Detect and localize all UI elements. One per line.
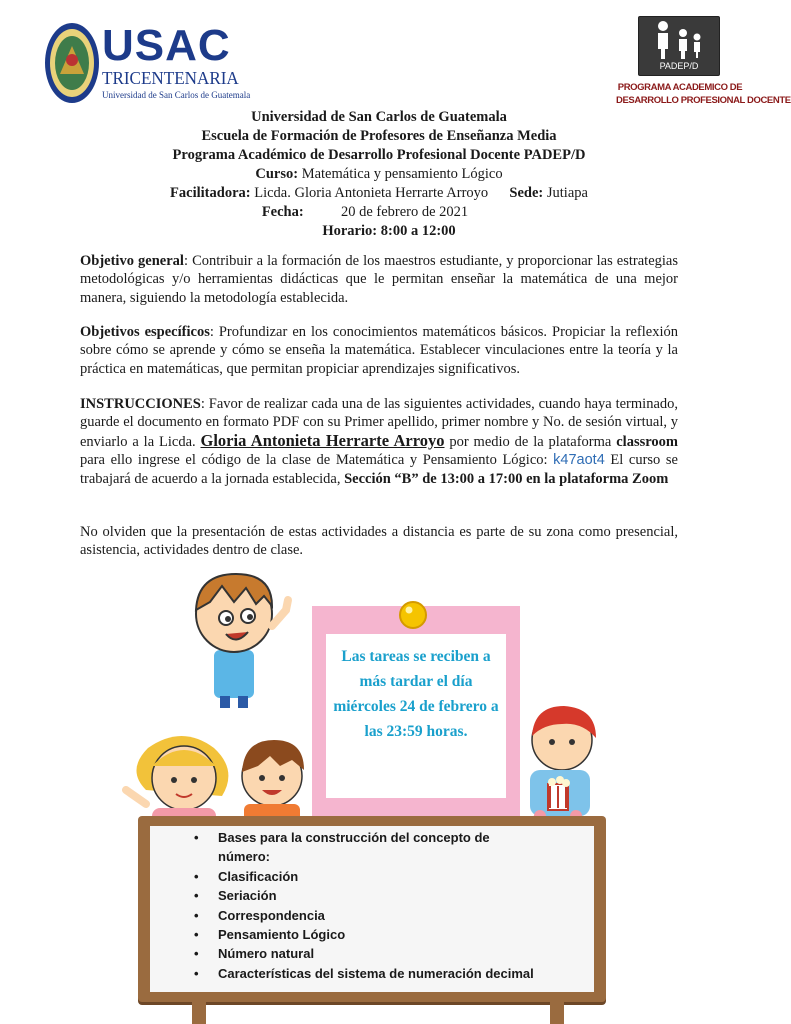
boy-thinking-illustration — [230, 732, 316, 828]
usac-tricentenaria: TRICENTENARIA — [102, 68, 239, 88]
topic-item: • Número natural — [194, 944, 534, 963]
sticky-note-paper — [326, 634, 506, 798]
pushpin-icon — [398, 600, 428, 630]
instrucciones-paragraph — [80, 395, 678, 488]
boy-pointing-illustration — [176, 566, 300, 710]
instrucciones-text-3: para ello ingrese el código de la clase de Matemática y Pensamiento Lógico: — [80, 452, 554, 469]
usac-seal-icon — [44, 22, 100, 104]
objetivos-especificos-text: : Profundizar en los conocimientos matemáticos básicos. Propiciar la reflexión sobre cómo se aprende y cómo se enseña la matemática. Establecer vinculaciones entre la teoría y la práctica en matemáticas, que permitan propiciar aprendizajes significativos. — [80, 324, 678, 377]
padep-caption-line2: DESARROLLO PROFESIONAL DOCENTE — [616, 95, 791, 106]
usac-wordmark: USAC — [102, 21, 231, 70]
fecha-row — [52, 203, 678, 222]
board-surface — [150, 826, 594, 992]
horario-value: 8:00 a 12:00 — [380, 223, 456, 239]
horario-label: Horario: — [322, 223, 378, 239]
facilitadora-value: Licda. Gloria Antonieta Herrarte Arroyo — [254, 185, 489, 201]
padep-caption-line1: PROGRAMA ACADEMICO DE — [617, 82, 743, 93]
objetivo-general-paragraph — [80, 252, 678, 307]
topic-item: • Características del sistema de numeración decimal — [194, 964, 534, 983]
objetivos-especificos-paragraph — [80, 323, 678, 378]
topic-item: • Seriación — [194, 886, 534, 905]
topic-item: • Pensamiento Lógico — [194, 925, 534, 944]
university-name: Universidad de San Carlos de Guatemala — [251, 109, 507, 125]
board-leg-right — [550, 1000, 564, 1024]
topic-item: • Correspondencia — [194, 906, 534, 925]
fecha-value: 20 de febrero de 2021 — [340, 204, 469, 220]
fecha-label: Fecha: — [261, 204, 304, 220]
padep-logo — [616, 14, 791, 110]
padep-chalkboard — [638, 16, 720, 76]
illustration — [0, 560, 768, 1024]
instrucciones-label: INSTRUCCIONES — [80, 396, 201, 412]
deadline-text: Las tareas se reciben a más tardar el día miércoles 24 de febrero a las 23:59 horas. — [333, 648, 499, 740]
objetivos-especificos-label: Objetivos específicos — [80, 324, 210, 340]
usac-subtitle: Universidad de San Carlos de Guatemala — [102, 90, 251, 100]
objetivo-general-label: Objetivo general — [80, 253, 184, 269]
curso-value: Matemática y pensamiento Lógico — [301, 166, 503, 182]
topics-list — [194, 828, 534, 983]
topic-item: • Bases para la construcción del concepto de número: — [194, 828, 508, 867]
padep-board-label: PADEP/D — [659, 61, 699, 71]
instrucciones-text-1: : Favor de realizar cada una de las siguientes actividades, cuando haya terminado, guarde el documento en formato PDF con su Primer apellido, primer nombre y No. de sesión virtual, y enviarlo a la Licda. — [80, 396, 678, 450]
classroom-word: classroom — [616, 433, 678, 450]
board-leg-left — [192, 1000, 206, 1024]
nota-paragraph: No olviden que la presentación de estas actividades a distancia es parte de su zona como presencial, asistencia, actividades dentro de clase. — [80, 524, 678, 559]
school-name: Escuela de Formación de Profesores de Enseñanza Media — [201, 128, 557, 144]
instrucciones-text-4: El curso se trabajará de acuerdo a la jornada establecida, — [80, 452, 678, 487]
instrucciones-text-2: por medio de la plataforma — [444, 433, 617, 450]
facilitadora-row — [80, 184, 678, 203]
usac-logo — [44, 21, 251, 108]
sede-label: Sede: — [509, 185, 544, 201]
class-code: k47aot4 — [553, 452, 605, 469]
objetivo-general-text: : Contribuir a la formación de los maestros estudiante, y proporcionar las estrategias metodológicas y/o herramientas didácticas que le permitan enseñar la matemática de una mejor manera, siguiendo la metodología establecida. — [80, 253, 678, 306]
curso-label: Curso: — [255, 166, 299, 182]
document-header — [80, 108, 678, 241]
family-icon — [639, 17, 719, 61]
facilitadora-label: Facilitadora: — [170, 185, 251, 201]
sticky-note — [312, 606, 520, 820]
girl-illustration — [118, 730, 248, 826]
facilitadora-name-highlight: Gloria Antonieta Herrarte Arroyo — [200, 430, 445, 450]
seccion-text: Sección “B” de 13:00 a 17:00 en la plataforma Zoom — [344, 470, 669, 487]
program-name: Programa Académico de Desarrollo Profesional Docente PADEP/D — [172, 147, 586, 163]
curso-row — [80, 165, 678, 184]
sede-value: Jutiapa — [546, 185, 588, 201]
horario-row — [100, 222, 678, 241]
board-sign — [138, 816, 606, 1002]
topic-item: • Clasificación — [194, 867, 534, 886]
